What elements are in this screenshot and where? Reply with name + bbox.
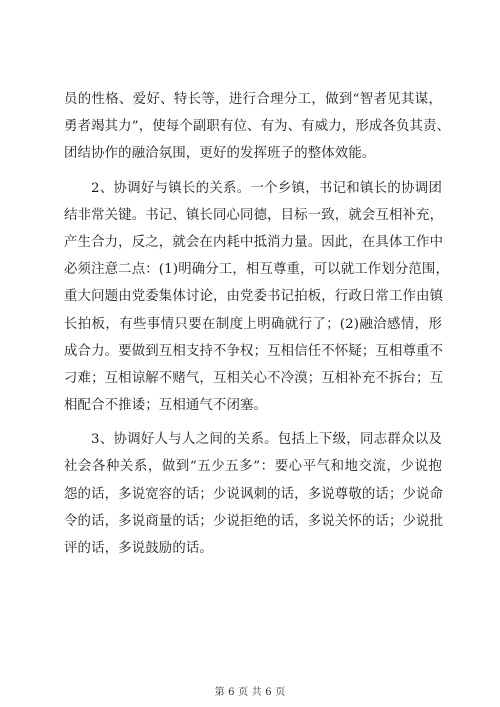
page-number-footer: 第 6 页 共 6 页 (214, 687, 286, 698)
paragraph-line: 评的话，多说鼓励的话。 (64, 541, 213, 556)
paragraph-line: 刁难；互相谅解不赌气，互相关心不冷漠；互相补充不拆台；互 (64, 370, 444, 386)
paragraph-line: 产生合力，反之，就会在内耗中抵消力量。因此，在具体工作中 (64, 234, 444, 250)
paragraph-line: 重大问题由党委集体讨论，由党委书记拍板，行政日常工作由镇 (64, 289, 444, 305)
paragraph-1 (64, 86, 451, 168)
paragraph-line: 员的性格、爱好、特长等，进行合理分工，做到“智者见其谋， (64, 92, 442, 107)
paragraph-line: 3、协调好人与人之间的关系。包括上下级，同志群众以及 (91, 432, 442, 448)
paragraph-line: 2、协调好与镇长的关系。一个乡镇，书记和镇长的协调团 (91, 180, 442, 196)
paragraph-line: 结非常关键。书记、镇长同心同德，目标一致，就会互相补充， (64, 207, 444, 223)
document-body (64, 86, 451, 569)
paragraph-line: 社会各种关系，做到“五少五多”：要心平气和地交流，少说抱 (64, 459, 442, 475)
paragraph-line: 长拍板，有些事情只要在制度上明确就行了；(2)融洽感情，形 (64, 316, 442, 332)
paragraph-line: 勇者竭其力”，使每个副职有位、有为、有威力，形成各负其责、 (64, 119, 451, 135)
paragraph-line: 怨的话，多说宽容的话；少说讽刺的话，多说尊敬的话；少说命 (64, 486, 444, 502)
paragraph-line: 令的话，多说商量的话；少说拒绝的话，多说关怀的话；少说批 (64, 513, 444, 529)
paragraph-line: 团结协作的融洽氛围，更好的发挥班子的整体效能。 (64, 146, 376, 162)
paragraph-line: 必须注意二点：(1)明确分工，相互尊重，可以就工作划分范围， (64, 262, 450, 278)
paragraph-2 (64, 175, 450, 420)
paragraph-3 (64, 426, 442, 562)
paragraph-line: 成合力。要做到互相支持不争权；互相信任不怀疑；互相尊重不 (64, 343, 444, 359)
paragraph-line: 相配合不推诿；互相通气不闭塞。 (64, 398, 268, 414)
